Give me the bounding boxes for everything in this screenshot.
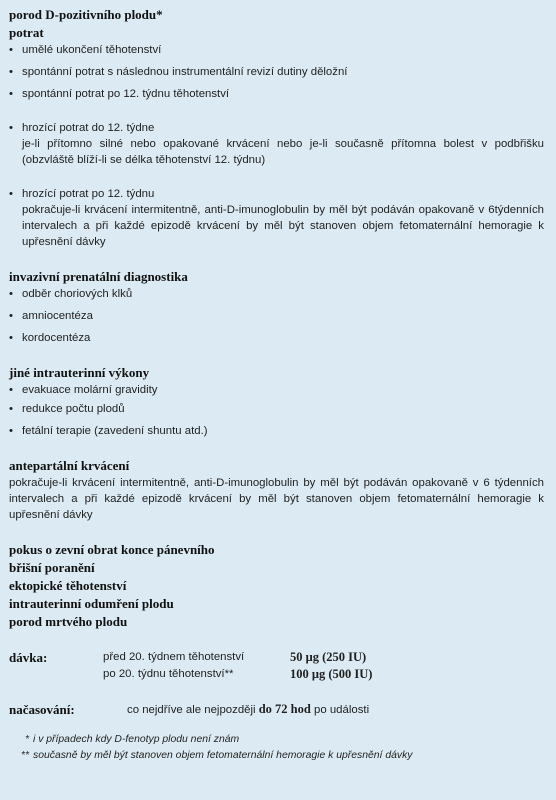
antepartum-heading: antepartální krvácení bbox=[9, 458, 130, 473]
box-title: porod D-pozitivního plodu* bbox=[9, 7, 163, 22]
dose-condition: před 20. týdnem těhotenství bbox=[103, 651, 245, 663]
footnote: ** současně by měl být stanoven objem fetomaternální hemoragie k upřesnění dávky bbox=[9, 748, 544, 764]
antepartum-text: pokračuje-li krvácení intermitentně, anti-D-imunoglobulin by měl být podáván opakovaně v 6 týdenních intervalech a při každé epizodě krvácení by měl být stanoven objem fetomaternální hemoragie k upřesnění dávky bbox=[9, 477, 544, 521]
dose-label: dávka: bbox=[9, 650, 48, 665]
bullet-icon: • bbox=[9, 384, 13, 396]
bullet-icon: • bbox=[9, 288, 13, 300]
threat-before-12-text: je-li přítomno silné nebo opakované krvácení nebo je-li současně přítomna bolest v podbřišku (obzvláště blíží-li se délka těhotenství 12. týdnu) bbox=[22, 138, 544, 166]
dose-row bbox=[9, 649, 544, 666]
event-item: porod mrtvého plodu bbox=[9, 614, 128, 629]
event-item: ektopické těhotenství bbox=[9, 578, 127, 593]
list-item: • spontánní potrat po 12. týdnu těhotenství bbox=[9, 88, 230, 100]
list-item: • fetální terapie (zavedení shuntu atd.) bbox=[9, 425, 208, 437]
footnote-mark: ** bbox=[20, 750, 29, 761]
threat-before-12-block bbox=[9, 120, 544, 168]
dose-condition: po 20. týdnu těhotenství** bbox=[103, 668, 234, 680]
timing-text: co nejdříve ale nejpozději do 72 hod po události bbox=[127, 702, 370, 716]
bullet-icon: • bbox=[9, 88, 13, 100]
timing-deadline: do 72 hod bbox=[258, 702, 311, 716]
other-procedures-heading: jiné intrauterinní výkony bbox=[9, 365, 150, 380]
threat-after-12-text: pokračuje-li krvácení intermitentně, anti-D-imunoglobulin by měl být podáván opakovaně v 6týdenních intervalech a při každé epizodě krvácení by měl být stanoven objem fetomaternální hemoragie k upřesnění dávky bbox=[22, 204, 544, 248]
dose-value: 50 μg (250 IU) bbox=[290, 650, 367, 664]
list-item: • umělé ukončení těhotenství bbox=[9, 44, 162, 56]
list-item: • kordocentéza bbox=[9, 332, 91, 344]
dose-section bbox=[9, 649, 544, 683]
list-item: • spontánní potrat s následnou instrumentální revizí dutiny děložní bbox=[9, 66, 348, 78]
list-item: • evakuace molární gravidity bbox=[9, 384, 158, 396]
bullet-icon: • bbox=[9, 332, 13, 344]
event-item: intrauterinní odumření plodu bbox=[9, 596, 174, 611]
bullet-icon: • bbox=[9, 66, 13, 78]
footnote-mark: * bbox=[24, 734, 29, 745]
list-item: • redukce počtu plodů bbox=[9, 403, 125, 415]
timing-section bbox=[9, 701, 544, 718]
bullet-icon: • bbox=[9, 310, 13, 322]
dose-value: 100 μg (500 IU) bbox=[290, 667, 373, 681]
threat-after-12-label: hrozící potrat po 12. týdnu bbox=[22, 188, 155, 200]
event-item: pokus o zevní obrat konce pánevního bbox=[9, 542, 215, 557]
abortion-heading: potrat bbox=[9, 25, 44, 40]
bullet-icon: • bbox=[9, 122, 13, 134]
timing-label: načasování: bbox=[9, 702, 75, 717]
bullet-icon: • bbox=[9, 425, 13, 437]
bullet-icon: • bbox=[9, 188, 13, 200]
list-item: • odběr choriových klků bbox=[9, 288, 133, 300]
bullet-icon: • bbox=[9, 403, 13, 415]
events-list bbox=[9, 541, 544, 631]
event-item: břišní poranění bbox=[9, 560, 95, 575]
bullet-icon: • bbox=[9, 44, 13, 56]
other-procedures-list bbox=[9, 382, 544, 439]
threat-after-12-block bbox=[9, 186, 544, 250]
invasive-heading: invazivní prenatální diagnostika bbox=[9, 269, 188, 284]
footnote: * i v případech kdy D-fenotyp plodu není znám bbox=[9, 732, 544, 748]
list-item: • amniocentéza bbox=[9, 310, 93, 322]
invasive-list bbox=[9, 286, 544, 346]
threat-before-12-label: hrozící potrat do 12. týdne bbox=[22, 122, 155, 134]
dose-row bbox=[9, 666, 544, 683]
footnotes bbox=[9, 732, 544, 764]
abortion-list bbox=[9, 42, 544, 102]
